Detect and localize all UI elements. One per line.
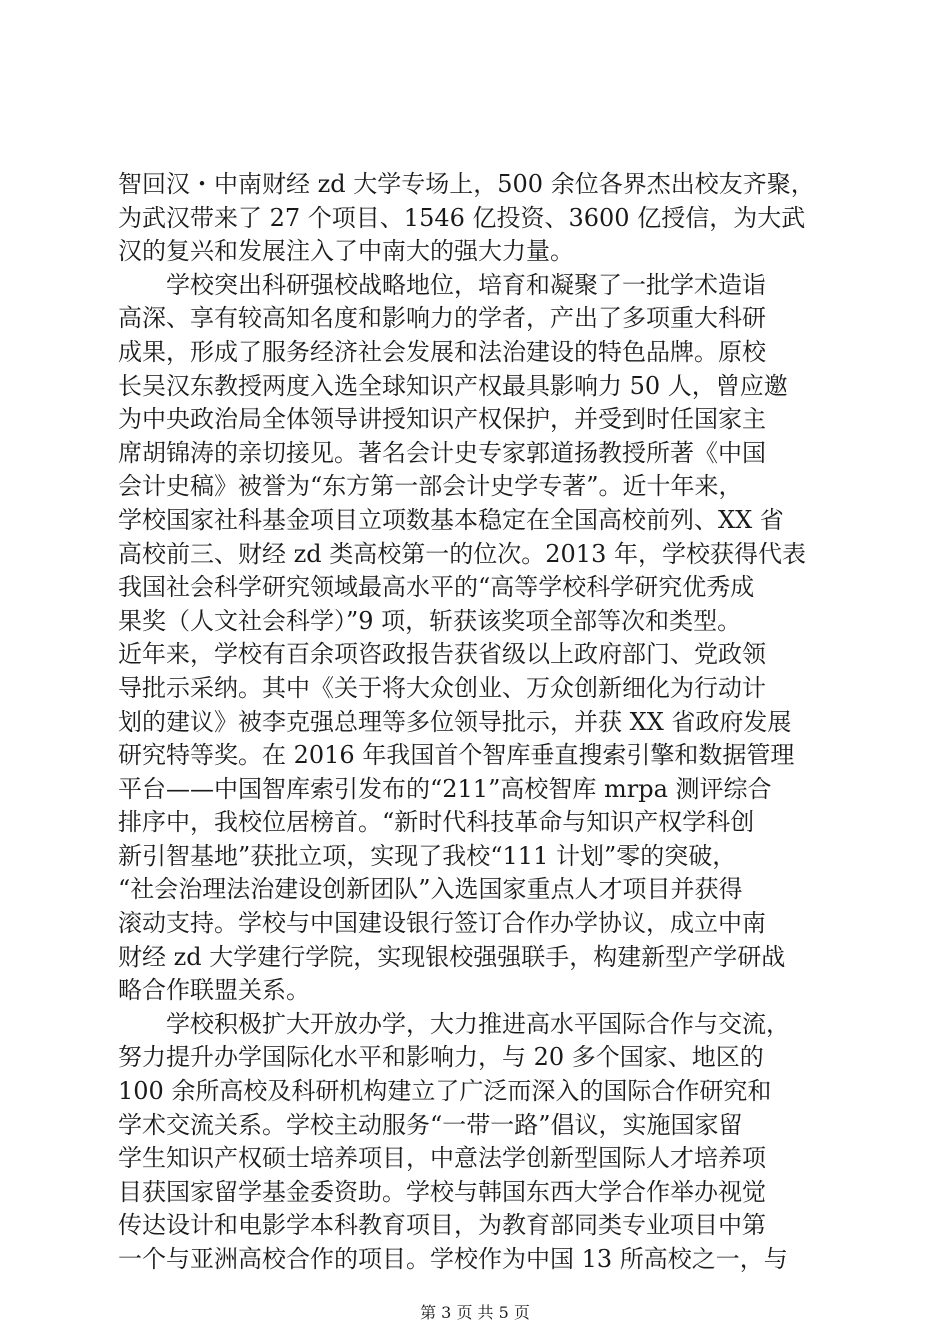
text-line: 会计史稿》被誉为“东方第一部会计史学专著”。近十年来， <box>118 472 743 501</box>
text-line: 平台——中国智库索引发布的“211”高校智库 mrpa 测评综合 <box>118 774 772 803</box>
text-line: 努力提升办学国际化水平和影响力，与 20 多个国家、地区的 <box>118 1043 764 1072</box>
text-line: 滚动支持。学校与中国建设银行签订合作办学协议，成立中南 <box>118 909 766 938</box>
text-line: 导批示采纳。其中《关于将大众创业、万众创新细化为行动计 <box>118 673 766 702</box>
text-line: 席胡锦涛的亲切接见。著名会计史专家郭道扬教授所著《中国 <box>118 438 766 467</box>
text-line: 成果，形成了服务经济社会发展和法治建设的特色品牌。原校 <box>118 337 766 366</box>
text-line: 为中央政治局全体领导讲授知识产权保护，并受到时任国家主 <box>118 405 766 434</box>
text-line: 100 余所高校及科研机构建立了广泛而深入的国际合作研究和 <box>118 1077 772 1106</box>
text-line: 排序中，我校位居榜首。“新时代科技革命与知识产权学科创 <box>118 808 755 837</box>
text-line: 智回汉・中南财经 zd 大学专场上，500 余位各界杰出校友齐聚， <box>118 170 815 198</box>
text-line: 学校国家社科基金项目立项数基本稳定在全国高校前列、XX 省 <box>118 505 784 534</box>
text-line: 我国社会科学研究领域最高水平的“高等学校科学研究优秀成 <box>118 573 755 602</box>
text-line: 长吴汉东教授两度入选全球知识产权最具影响力 50 人，曾应邀 <box>118 371 788 400</box>
text-line: “社会治理法治建设创新团队”入选国家重点人才项目并获得 <box>118 875 743 904</box>
text-line: 学校突出科研强校战略地位，培育和凝聚了一批学术造诣 <box>118 270 766 299</box>
text-line: 划的建议》被李克强总理等多位领导批示，并获 XX 省政府发展 <box>118 707 792 736</box>
text-line: 为武汉带来了 27 个项目、1546 亿投资、3600 亿授信，为大武 <box>118 203 806 232</box>
text-line: 高校前三、财经 zd 类高校第一的位次。2013 年，学校获得代表 <box>118 539 806 568</box>
text-line: 研究特等奖。在 2016 年我国首个智库垂直搜索引擎和数据管理 <box>118 741 795 770</box>
text-line: 新引智基地”获批立项，实现了我校“111 计划”零的突破， <box>118 841 737 870</box>
text-line: 学校积极扩大开放办学，大力推进高水平国际合作与交流， <box>118 1009 790 1038</box>
text-line: 汉的复兴和发展注入了中南大的强大力量。 <box>118 237 574 266</box>
body-text <box>118 168 838 1277</box>
text-line: 目获国家留学基金委资助。学校与韩国东西大学合作举办视觉 <box>118 1177 766 1206</box>
page-footer: 第 3 页 共 5 页 <box>420 1303 530 1322</box>
text-line: 学生知识产权硕士培养项目，中意法学创新型国际人才培养项 <box>118 1144 766 1173</box>
text-line: 高深、享有较高知名度和影响力的学者，产出了多项重大科研 <box>118 304 766 333</box>
text-line: 果奖（人文社会科学）”9 项，斩获该奖项全部等次和类型。 <box>118 606 742 635</box>
text-line: 一个与亚洲高校合作的项目。学校作为中国 13 所高校之一，与 <box>118 1245 788 1273</box>
text-line: 传达设计和电影学本科教育项目，为教育部同类专业项目中第 <box>118 1211 766 1240</box>
text-line: 财经 zd 大学建行学院，实现银校强强联手，构建新型产学研战 <box>118 942 786 971</box>
text-line: 学术交流关系。学校主动服务“一带一路”倡议，实施国家留 <box>118 1110 743 1139</box>
text-line: 近年来，学校有百余项咨政报告获省级以上政府部门、党政领 <box>118 640 766 669</box>
text-line: 略合作联盟关系。 <box>118 976 310 1005</box>
